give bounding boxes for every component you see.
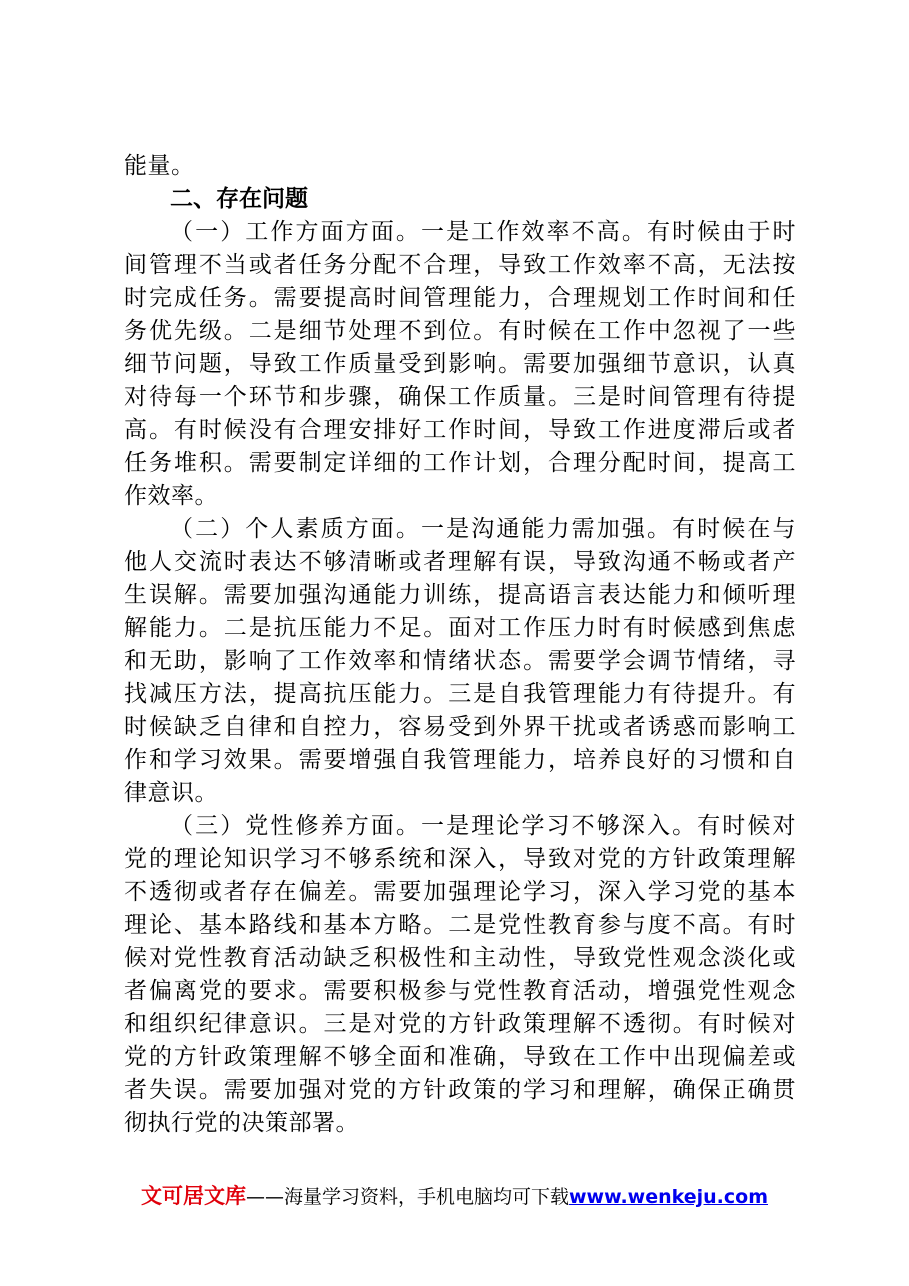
text-line: （三）党性修养方面。一是理论学习不够深入。有时候对 bbox=[170, 813, 796, 839]
text-line: 他人交流时表达不够清晰或者理解有误，导致沟通不畅或者产 bbox=[124, 549, 796, 575]
text-line: 者失误。需要加强对党的方针政策的学习和理解，确保正确贯 bbox=[124, 1077, 796, 1103]
text-line: 细节问题，导致工作质量受到影响。需要加强细节意识，认真 bbox=[124, 351, 796, 377]
text-line: 时候缺乏自律和自控力，容易受到外界干扰或者诱惑而影响工 bbox=[124, 714, 796, 740]
text-line: 生误解。需要加强沟通能力训练，提高语言表达能力和倾听理 bbox=[124, 582, 796, 608]
footer-banner bbox=[0, 1183, 909, 1210]
text-line: 间管理不当或者任务分配不合理，导致工作效率不高，无法按 bbox=[124, 252, 796, 278]
document-body bbox=[124, 150, 796, 1140]
text-line: 党的理论知识学习不够系统和深入，导致对党的方针政策理解 bbox=[124, 846, 796, 872]
text-line: 对待每一个环节和步骤，确保工作质量。三是时间管理有待提 bbox=[124, 384, 796, 410]
text-line: 任务堆积。需要制定详细的工作计划，合理分配时间，提高工 bbox=[124, 450, 796, 476]
text-line: 者偏离党的要求。需要积极参与党性教育活动，增强党性观念 bbox=[124, 978, 796, 1004]
footer-dash: —— bbox=[245, 1186, 284, 1208]
footer-slogan: 海量学习资料，手机电脑均可下载 bbox=[283, 1186, 569, 1208]
text-line: 不透彻或者存在偏差。需要加强理论学习，深入学习党的基本 bbox=[124, 879, 796, 905]
text-line: （二）个人素质方面。一是沟通能力需加强。有时候在与 bbox=[170, 516, 796, 542]
text-line: 党的方针政策理解不够全面和准确，导致在工作中出现偏差或 bbox=[124, 1044, 796, 1070]
footer-site-link[interactable]: www.wenkeju.com bbox=[569, 1186, 769, 1208]
text-line: 作效率。 bbox=[124, 483, 218, 509]
text-line: 解能力。二是抗压能力不足。面对工作压力时有时候感到焦虑 bbox=[124, 615, 796, 641]
section-heading: 二、存在问题 bbox=[170, 186, 308, 212]
text-line: 理论、基本路线和基本方略。二是党性教育参与度不高。有时 bbox=[124, 912, 796, 938]
paragraph-block bbox=[124, 216, 796, 1140]
text-line: 律意识。 bbox=[124, 780, 218, 806]
text-line: 时完成任务。需要提高时间管理能力，合理规划工作时间和任 bbox=[124, 285, 796, 311]
text-line: 能量。 bbox=[124, 153, 195, 179]
text-line: 务优先级。二是细节处理不到位。有时候在工作中忽视了一些 bbox=[124, 318, 796, 344]
text-line: 候对党性教育活动缺乏积极性和主动性，导致党性观念淡化或 bbox=[124, 945, 796, 971]
text-line: 和组织纪律意识。三是对党的方针政策理解不透彻。有时候对 bbox=[124, 1011, 796, 1037]
text-line: （一）工作方面方面。一是工作效率不高。有时候由于时 bbox=[170, 219, 796, 245]
text-line: 和无助，影响了工作效率和情绪状态。需要学会调节情绪，寻 bbox=[124, 648, 796, 674]
text-line: 高。有时候没有合理安排好工作时间，导致工作进度滞后或者 bbox=[124, 417, 796, 443]
text-line: 彻执行党的决策部署。 bbox=[124, 1110, 359, 1136]
text-line: 作和学习效果。需要增强自我管理能力，培养良好的习惯和自 bbox=[124, 747, 796, 773]
text-line: 找减压方法，提高抗压能力。三是自我管理能力有待提升。有 bbox=[124, 681, 796, 707]
footer-brand: 文可居文库 bbox=[140, 1184, 246, 1208]
